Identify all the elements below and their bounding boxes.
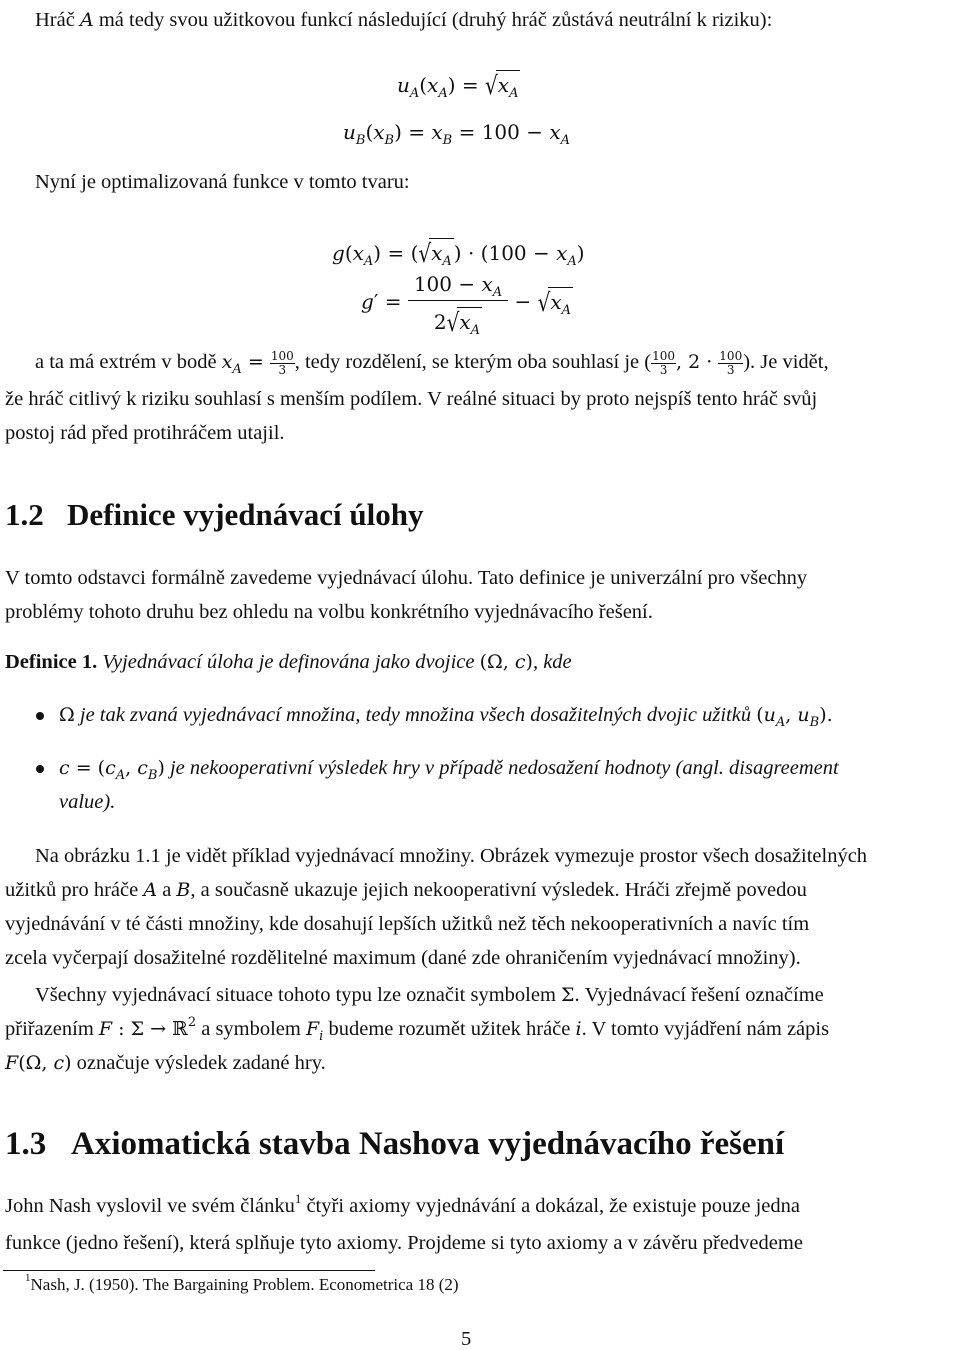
equation-utility-b: $u_B(x_B) = x_B = 100 - x_A$	[343, 120, 571, 148]
section-title: Definice vyjednávací úlohy	[67, 497, 424, 532]
definition-text-b: , kde	[532, 651, 572, 673]
sigma-text-g: označuje výsledek zadané hry.	[71, 1052, 326, 1074]
footnote-mark: 1	[25, 1272, 31, 1284]
fraction-100-3-c: $\frac{100}{3}$	[719, 349, 743, 377]
math-var-A: A	[79, 9, 94, 31]
sigma-para-line-3: F(Ω, c) označuje výsledek zadané hry.	[5, 1052, 326, 1074]
extreme-text-a: a ta má extrém v bodě	[35, 350, 222, 373]
equation-utility-a: $u_A(x_A) = √x_A$	[397, 70, 519, 101]
extreme-text-c: ). Je vidět,	[743, 350, 829, 373]
fraction-100-3-b: $\frac{100}{3}$	[652, 349, 675, 377]
section-1-2-para-line-2: problémy tohoto druhu bez ohledu na volbu konkrétního vyjednávacího řešení.	[5, 601, 653, 623]
derivative-fraction: $\frac{100 - x_A}{2√x_A}$	[408, 272, 508, 334]
footnote-rule	[3, 1270, 375, 1271]
figure-para-text-a: užitků pro hráče	[5, 879, 144, 901]
nash-text-b: čtyři axiomy vyjednávání a dokázal, že existuje pouze jedna	[301, 1195, 800, 1217]
intro-text-b: má tedy svou užitkovou funkcí následující (druhý hráč zůstává neutrální k riziku):	[93, 9, 773, 31]
page-number: 5	[461, 1328, 472, 1350]
sigma-text-c: přiřazením	[5, 1018, 99, 1040]
bullet-item-2-cont: value).	[59, 791, 116, 813]
fraction-100-3: $\frac{100}{3}$	[270, 349, 294, 377]
sigma-text-f: . V tomto vyjádření nám zápis	[581, 1018, 830, 1040]
section-heading-1-3	[5, 1126, 784, 1163]
equation-g-derivative: g′ = $\frac{100 - x_A}{2√x_A}$ − $√x_A$	[361, 272, 572, 338]
nash-text-a: John Nash vyslovil ve svém článku	[5, 1195, 295, 1217]
sigma-para-line-1: Všechny vyjednávací situace tohoto typu lze označit symbolem Σ. Vyjednávací řešení označíme	[35, 984, 824, 1006]
bullet-1-text: je tak zvaná vyjednávací množina, tedy množina všech dosažitelných dvojic užitků	[74, 704, 757, 726]
bullet-2-text: je nekooperativní výsledek hry v případě nedosažení hodnoty (angl. disagreement	[164, 757, 839, 779]
figure-para-line-3: vyjednávání v té části množiny, kde dosahují lepších užitků než těch nekooperativních a navíc tím	[5, 913, 810, 935]
section-heading-1-2	[5, 497, 424, 533]
figure-para-text-b: a	[157, 879, 177, 901]
section-number-1-3: 1.3	[5, 1126, 47, 1162]
sigma-para-line-2: přiřazením F : Σ → ℝ$^2$ a symbolem $F_i$ budeme rozumět užitek hráče i. V tomto vyjádření nám zápis	[5, 1015, 830, 1044]
section-number: 1.2	[5, 497, 44, 532]
figure-para-line-1: Na obrázku 1.1 je vidět příklad vyjednávací množiny. Obrázek vymezuje prostor všech dosažitelných	[35, 845, 868, 867]
extreme-line-3: postoj rád před protihráčem utajil.	[5, 422, 285, 444]
intro-line	[35, 10, 772, 31]
sigma-text-d: a symbolem	[196, 1018, 306, 1040]
definition-text-a: Vyjednávací úloha je definována jako dvojice	[97, 651, 480, 673]
bullet-item-2: $c = (c_A$, $c_B$) je nekooperativní výsledek hry v případě nedosažení hodnoty (angl. disagreement	[59, 757, 839, 783]
sigma-text-b: . Vyjednávací řešení označíme	[574, 984, 824, 1006]
bullet-point-1	[36, 712, 44, 720]
section-1-3-line-2: funkce (jedno řešení), která splňuje tyto axiomy. Projdeme si tyto axiomy a v závěru předvedeme	[5, 1232, 803, 1254]
definition-label: Definice 1.	[5, 651, 98, 673]
section-title-1-3: Axiomatická stavba Nashova vyjednávacího řešení	[71, 1126, 785, 1162]
sigma-text-e: budeme rozumět užitek hráče	[323, 1018, 576, 1040]
section-1-3-line-1	[5, 1191, 800, 1217]
sigma-text-a: Všechny vyjednávací situace tohoto typu lze označit symbolem	[35, 984, 562, 1006]
figure-para-line-4: zcela vyčerpají dosažitelné rozdělitelné maximum (dané zde ohraničením vyjednávací množiny).	[5, 947, 801, 969]
bullet-item-1: Ω je tak zvaná vyjednávací množina, tedy množina všech dosažitelných dvojic užitků ($u_A$, $u_B$).	[59, 704, 833, 730]
footnote	[25, 1272, 459, 1294]
footnote-ref: 1	[294, 1191, 302, 1206]
equation-g: $g(x_A) = (√x_A$ ) · $(100 - x_A)$	[332, 238, 585, 269]
bullet-point-2	[36, 765, 44, 773]
extreme-line-2: že hráč citlivý k riziku souhlasí s menším podílem. V reálné situaci by proto nejspíš tento hráč svůj	[5, 388, 818, 410]
figure-para-line-2: užitků pro hráče A a B, a současně ukazuje jejich nekooperativní výsledek. Hráči zřejmě povedou	[5, 879, 807, 901]
definition-line: Definice 1. Vyjednávací úloha je definována jako dvojice (Ω, c), kde	[5, 651, 572, 673]
extreme-text-b: , tedy rozdělení, se kterým oba souhlasí je (	[294, 350, 652, 373]
figure-para-text-c: , a současně ukazuje jejich nekooperativní výsledek. Hráči zřejmě povedou	[190, 879, 807, 901]
extreme-line-1: a ta má extrém v bodě $x_A$ = $\frac{100}{3}$ , tedy rozdělení, se kterým oba souhlasí je ( $\frac{100}{3}$ , 2 · $\frac{100}{3}$ ). Je vidět,	[35, 349, 829, 377]
optimization-intro: Nyní je optimalizovaná funkce v tomto tvaru:	[35, 171, 410, 193]
intro-text-a: Hráč	[35, 9, 80, 31]
footnote-text: Nash, J. (1950). The Bargaining Problem. Econometrica 18 (2)	[30, 1275, 459, 1294]
section-1-2-para-line-1: V tomto odstavci formálně zavedeme vyjednávací úlohu. Tato definice je univerzální pro všechny	[5, 567, 808, 589]
